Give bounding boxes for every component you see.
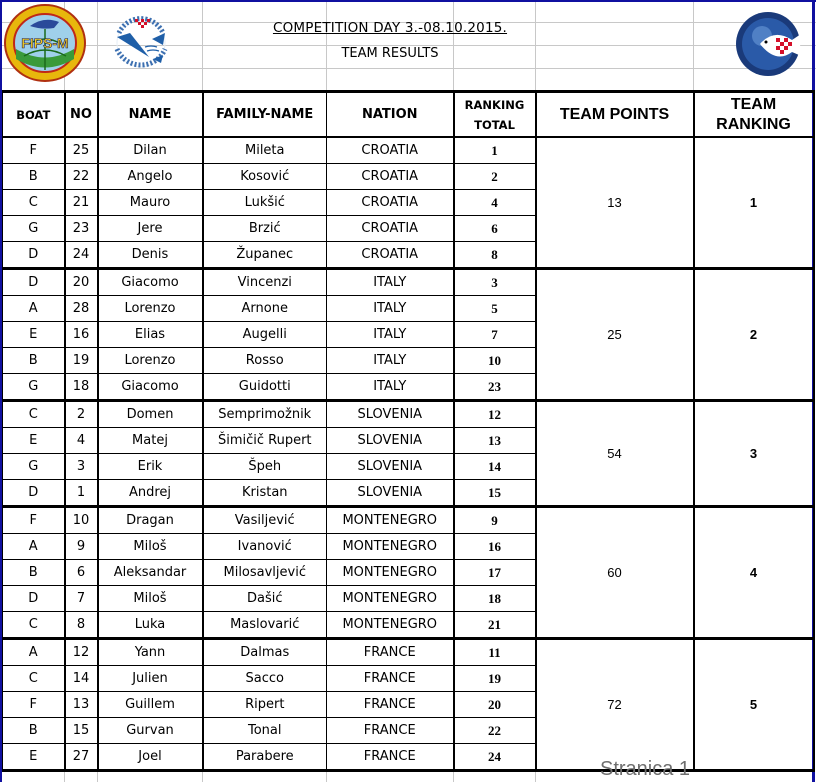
cell-nation: CROATIA: [327, 216, 454, 242]
cell-family-name: Rosso: [203, 348, 327, 374]
cell-name: Dragan: [98, 507, 203, 534]
cell-boat: F: [3, 507, 65, 534]
cell-ranking-total: 12: [454, 401, 536, 428]
cell-family-name: Milosavljević: [203, 560, 327, 586]
cell-nation: ITALY: [327, 296, 454, 322]
cell-nation: FRANCE: [327, 718, 454, 744]
cell-name: Andrej: [98, 480, 203, 507]
cell-no: 10: [65, 507, 98, 534]
cell-no: 14: [65, 666, 98, 692]
cell-no: 22: [65, 164, 98, 190]
cell-ranking-total: 22: [454, 718, 536, 744]
table-row: [3, 401, 814, 428]
cell-no: 20: [65, 269, 98, 296]
cell-family-name: Dašić: [203, 586, 327, 612]
cell-nation: FRANCE: [327, 692, 454, 718]
cell-boat: G: [3, 454, 65, 480]
cell-nation: FRANCE: [327, 639, 454, 666]
cell-boat: D: [3, 269, 65, 296]
cell-ranking-total: 19: [454, 666, 536, 692]
cell-team-points: 13: [536, 137, 694, 269]
cell-nation: MONTENEGRO: [327, 507, 454, 534]
cell-name: Giacomo: [98, 374, 203, 401]
cell-no: 4: [65, 428, 98, 454]
cell-family-name: Sacco: [203, 666, 327, 692]
cell-boat: D: [3, 586, 65, 612]
cell-family-name: Maslovarić: [203, 612, 327, 639]
cell-ranking-total: 4: [454, 190, 536, 216]
table-row: [3, 269, 814, 296]
cell-ranking-total: 20: [454, 692, 536, 718]
cell-boat: A: [3, 639, 65, 666]
cell-name: Gurvan: [98, 718, 203, 744]
cell-nation: MONTENEGRO: [327, 534, 454, 560]
cell-family-name: Županec: [203, 242, 327, 269]
cell-team-ranking: 3: [694, 401, 814, 507]
cell-family-name: Kosović: [203, 164, 327, 190]
header-row: [3, 92, 814, 138]
cell-ranking-total: 16: [454, 534, 536, 560]
cell-boat: B: [3, 164, 65, 190]
cell-team-ranking: 4: [694, 507, 814, 639]
cell-team-ranking: 5: [694, 639, 814, 771]
col-header-boat: BOAT: [3, 92, 65, 138]
cell-family-name: Tonal: [203, 718, 327, 744]
cell-boat: C: [3, 401, 65, 428]
cell-no: 13: [65, 692, 98, 718]
col-header-team-ranking: TEAM RANKING: [694, 92, 814, 138]
table-row: [3, 507, 814, 534]
cell-boat: G: [3, 374, 65, 401]
cell-nation: MONTENEGRO: [327, 612, 454, 639]
cell-family-name: Kristan: [203, 480, 327, 507]
cell-name: Miloš: [98, 534, 203, 560]
cell-team-ranking: 1: [694, 137, 814, 269]
cell-boat: C: [3, 190, 65, 216]
cell-boat: F: [3, 137, 65, 164]
cell-boat: D: [3, 242, 65, 269]
cell-family-name: Augelli: [203, 322, 327, 348]
col-header-name: NAME: [98, 92, 203, 138]
cell-name: Lorenzo: [98, 296, 203, 322]
cell-family-name: Ripert: [203, 692, 327, 718]
cell-no: 25: [65, 137, 98, 164]
cell-nation: MONTENEGRO: [327, 560, 454, 586]
page-title: COMPETITION DAY 3.-08.10.2015.: [272, 20, 508, 36]
cell-no: 16: [65, 322, 98, 348]
cell-nation: CROATIA: [327, 190, 454, 216]
cell-boat: G: [3, 216, 65, 242]
col-header-no: NO: [65, 92, 98, 138]
cell-no: 18: [65, 374, 98, 401]
cell-family-name: Dalmas: [203, 639, 327, 666]
cell-family-name: Vasiljević: [203, 507, 327, 534]
cell-ranking-total: 5: [454, 296, 536, 322]
cell-nation: FRANCE: [327, 666, 454, 692]
cell-boat: E: [3, 428, 65, 454]
cell-ranking-total: 7: [454, 322, 536, 348]
cell-name: Dilan: [98, 137, 203, 164]
cell-ranking-total: 14: [454, 454, 536, 480]
cell-boat: F: [3, 692, 65, 718]
cell-name: Giacomo: [98, 269, 203, 296]
cell-nation: CROATIA: [327, 164, 454, 190]
cell-nation: ITALY: [327, 269, 454, 296]
col-header-ranking-total: RANKING TOTAL: [454, 92, 536, 138]
cell-no: 21: [65, 190, 98, 216]
cell-ranking-total: 13: [454, 428, 536, 454]
cell-ranking-total: 10: [454, 348, 536, 374]
cell-boat: D: [3, 480, 65, 507]
cell-no: 23: [65, 216, 98, 242]
cell-ranking-total: 1: [454, 137, 536, 164]
cell-boat: B: [3, 560, 65, 586]
cell-ranking-total: 23: [454, 374, 536, 401]
cell-no: 19: [65, 348, 98, 374]
cell-ranking-total: 3: [454, 269, 536, 296]
cell-no: 28: [65, 296, 98, 322]
cell-name: Luka: [98, 612, 203, 639]
cell-family-name: Arnone: [203, 296, 327, 322]
cell-team-points: 25: [536, 269, 694, 401]
cell-family-name: Lukšić: [203, 190, 327, 216]
cell-name: Julien: [98, 666, 203, 692]
cell-nation: ITALY: [327, 348, 454, 374]
cell-name: Yann: [98, 639, 203, 666]
cell-ranking-total: 21: [454, 612, 536, 639]
fips-m-logo: [4, 4, 86, 82]
cell-name: Domen: [98, 401, 203, 428]
cell-family-name: Ivanović: [203, 534, 327, 560]
cell-family-name: Semprimožnik: [203, 401, 327, 428]
col-header-team-points: TEAM POINTS: [536, 92, 694, 138]
cell-name: Elias: [98, 322, 203, 348]
page-subtitle: TEAM RESULTS: [341, 46, 439, 61]
cell-no: 27: [65, 744, 98, 771]
cell-name: Joel: [98, 744, 203, 771]
cell-ranking-total: 11: [454, 639, 536, 666]
cell-no: 7: [65, 586, 98, 612]
cell-boat: C: [3, 666, 65, 692]
cell-nation: ITALY: [327, 374, 454, 401]
cell-no: 12: [65, 639, 98, 666]
cell-boat: B: [3, 718, 65, 744]
cell-name: Lorenzo: [98, 348, 203, 374]
cell-nation: FRANCE: [327, 744, 454, 771]
cell-nation: SLOVENIA: [327, 401, 454, 428]
fips-m-logo-text: FIPS-M: [21, 35, 69, 51]
cell-no: 3: [65, 454, 98, 480]
table-row: [3, 639, 814, 666]
cell-ranking-total: 18: [454, 586, 536, 612]
cell-ranking-total: 6: [454, 216, 536, 242]
cell-family-name: Šimičič Rupert: [203, 428, 327, 454]
cell-family-name: Guidotti: [203, 374, 327, 401]
cell-ranking-total: 24: [454, 744, 536, 771]
cell-no: 8: [65, 612, 98, 639]
cell-nation: SLOVENIA: [327, 454, 454, 480]
cell-no: 9: [65, 534, 98, 560]
cell-no: 2: [65, 401, 98, 428]
page-watermark: Stranica 1: [600, 758, 691, 780]
cell-family-name: Brzić: [203, 216, 327, 242]
cell-boat: A: [3, 296, 65, 322]
hsr-logo: [97, 3, 185, 81]
team-results-table: [2, 90, 815, 772]
col-header-family-name: FAMILY-NAME: [203, 92, 327, 138]
cell-boat: B: [3, 348, 65, 374]
cell-name: Erik: [98, 454, 203, 480]
col-header-nation: NATION: [327, 92, 454, 138]
cell-boat: E: [3, 744, 65, 771]
cell-nation: CROATIA: [327, 242, 454, 269]
cell-family-name: Vincenzi: [203, 269, 327, 296]
cell-boat: C: [3, 612, 65, 639]
cell-name: Aleksandar: [98, 560, 203, 586]
cell-family-name: Parabere: [203, 744, 327, 771]
cell-ranking-total: 15: [454, 480, 536, 507]
cell-no: 15: [65, 718, 98, 744]
cell-name: Denis: [98, 242, 203, 269]
cell-name: Mauro: [98, 190, 203, 216]
cell-ranking-total: 2: [454, 164, 536, 190]
cell-nation: SLOVENIA: [327, 428, 454, 454]
cell-team-points: 60: [536, 507, 694, 639]
cell-team-points: 54: [536, 401, 694, 507]
table-row: [3, 137, 814, 164]
cell-team-points: 72: [536, 639, 694, 771]
cell-ranking-total: 17: [454, 560, 536, 586]
cell-ranking-total: 9: [454, 507, 536, 534]
cell-nation: CROATIA: [327, 137, 454, 164]
cell-name: Guillem: [98, 692, 203, 718]
cell-boat: E: [3, 322, 65, 348]
cell-no: 24: [65, 242, 98, 269]
championship-fish-logo: [730, 4, 810, 84]
cell-nation: MONTENEGRO: [327, 586, 454, 612]
cell-ranking-total: 8: [454, 242, 536, 269]
cell-family-name: Mileta: [203, 137, 327, 164]
cell-name: Angelo: [98, 164, 203, 190]
cell-no: 1: [65, 480, 98, 507]
cell-nation: ITALY: [327, 322, 454, 348]
cell-nation: SLOVENIA: [327, 480, 454, 507]
cell-no: 6: [65, 560, 98, 586]
cell-boat: A: [3, 534, 65, 560]
cell-name: Jere: [98, 216, 203, 242]
cell-family-name: Špeh: [203, 454, 327, 480]
cell-team-ranking: 2: [694, 269, 814, 401]
cell-name: Matej: [98, 428, 203, 454]
cell-name: Miloš: [98, 586, 203, 612]
